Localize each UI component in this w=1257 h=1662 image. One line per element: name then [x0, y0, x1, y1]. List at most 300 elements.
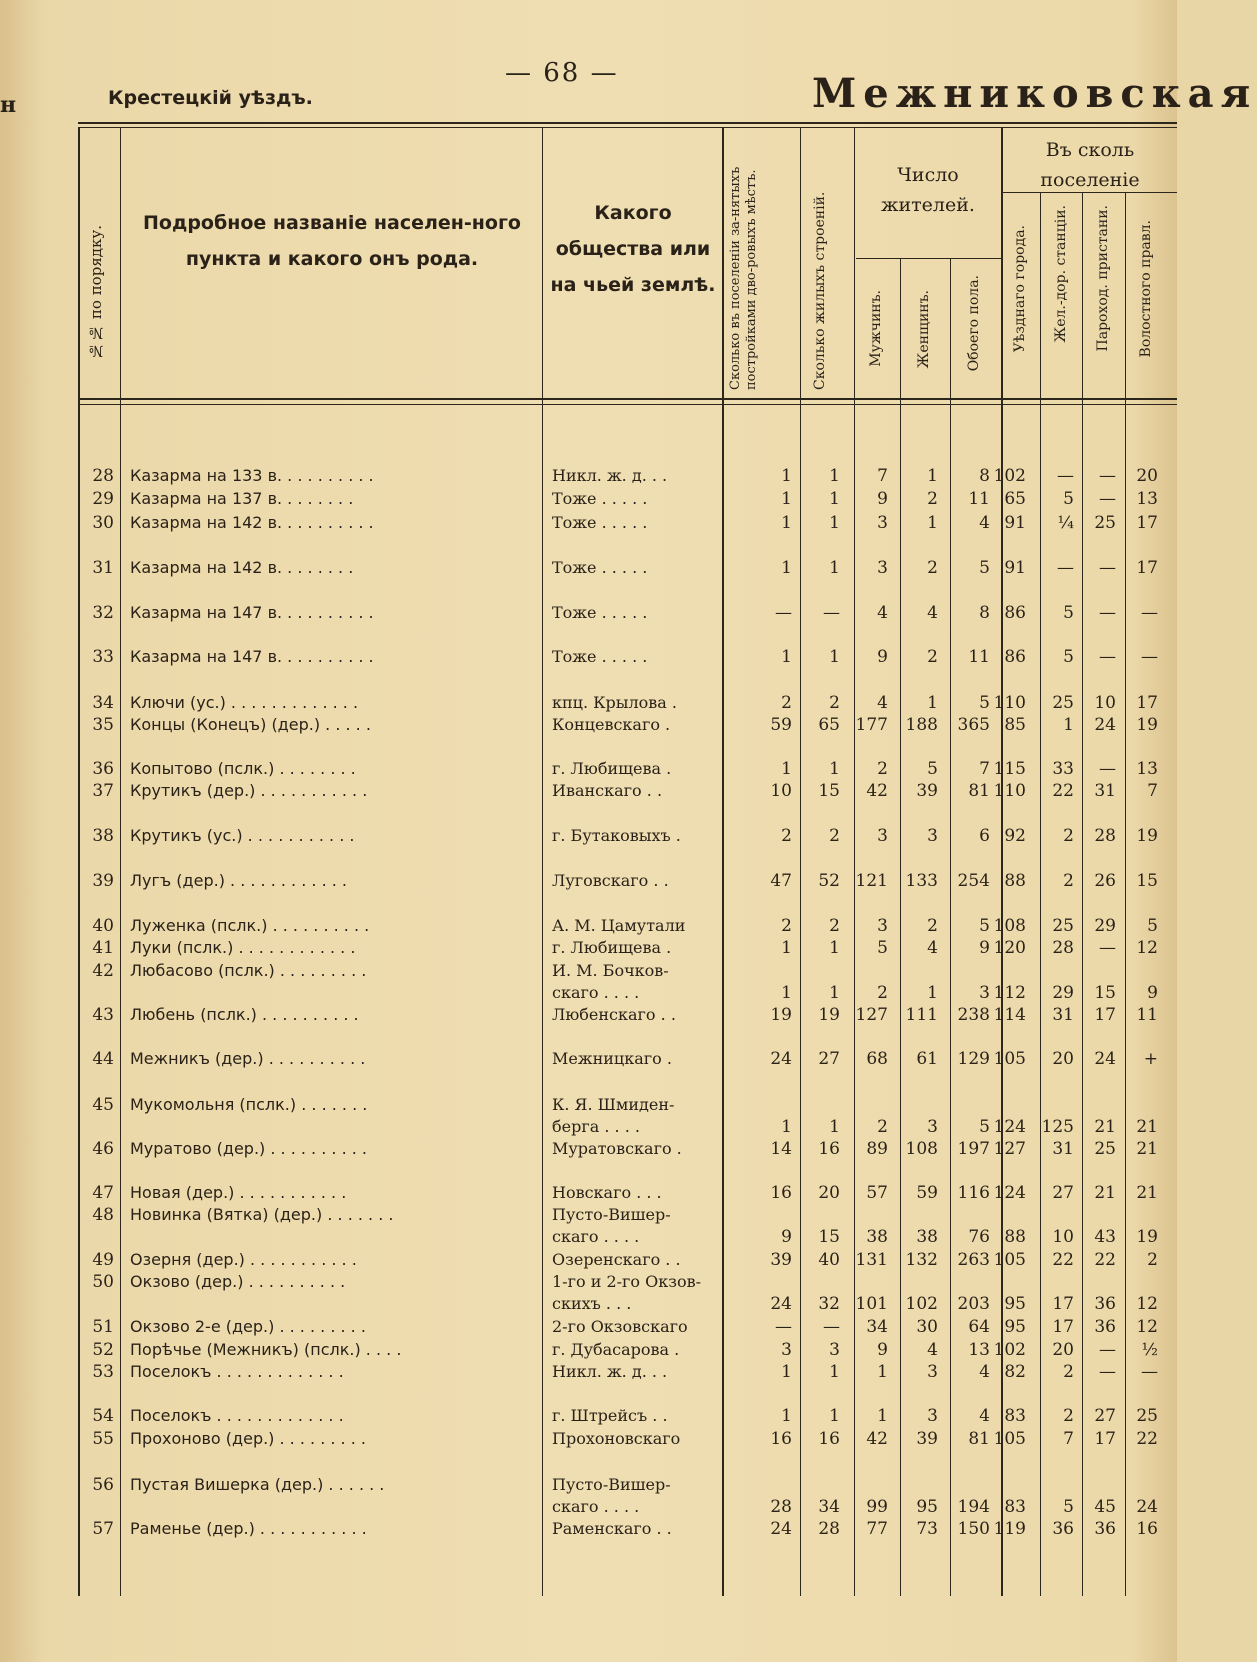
total-value: 11	[968, 647, 990, 667]
distance-pier-value: —	[1099, 489, 1116, 509]
settlement-name: Лугъ (дер.) . . . . . . . . . . . .	[130, 871, 347, 890]
men-value: 177	[855, 715, 888, 735]
society-name: кпц. Крылова .	[552, 693, 677, 712]
settlement-name: Казарма на 147 в. . . . . . . . . .	[130, 603, 374, 622]
distance-volost-value: 24	[1136, 1497, 1158, 1517]
buildings-value: 27	[818, 1049, 840, 1069]
buildings-value: 2	[829, 693, 840, 713]
total-value: 5	[979, 558, 990, 578]
distance-town-value: 127	[993, 1139, 1026, 1159]
table-row	[0, 1339, 1177, 1361]
households-value: 2	[781, 693, 792, 713]
women-value: 5	[927, 759, 938, 779]
row-number: 48	[92, 1205, 114, 1225]
header-bottom-rule	[78, 398, 1177, 400]
distance-station-value: 36	[1052, 1519, 1074, 1539]
men-value: 3	[877, 826, 888, 846]
households-value: 1	[781, 647, 792, 667]
total-value: 81	[968, 781, 990, 801]
table-row	[0, 1361, 1177, 1383]
distance-pier-value: 10	[1094, 693, 1116, 713]
households-value: 14	[770, 1139, 792, 1159]
total-value: 76	[968, 1227, 990, 1247]
distance-volost-value: 12	[1136, 1317, 1158, 1337]
society-name: г. Любищева .	[552, 938, 672, 957]
col-rule-station	[1082, 192, 1083, 1596]
households-value: 3	[781, 1340, 792, 1360]
distance-station-value: 1	[1063, 715, 1074, 735]
women-value: 133	[905, 871, 938, 891]
distance-town-value: 95	[1004, 1294, 1026, 1314]
distance-town-value: 119	[993, 1519, 1026, 1539]
row-number: 29	[92, 489, 114, 509]
total-value: 4	[979, 1362, 990, 1382]
row-number: 42	[92, 961, 114, 981]
settlement-name: Любень (пслк.) . . . . . . . . . .	[130, 1005, 359, 1024]
buildings-value: 1	[829, 1406, 840, 1426]
settlement-name: Любасово (пслк.) . . . . . . . . .	[130, 961, 367, 980]
distance-town-value: 65	[1004, 489, 1026, 509]
men-value: 4	[877, 693, 888, 713]
col-rule-pier	[1125, 192, 1126, 1596]
society-name: г. Дубасарова .	[552, 1340, 680, 1359]
distance-volost-value: 22	[1136, 1429, 1158, 1449]
buildings-value: 20	[818, 1183, 840, 1203]
society-name: берга . . . .	[552, 1117, 640, 1136]
households-value: 10	[770, 781, 792, 801]
distance-town-value: 83	[1004, 1497, 1026, 1517]
top-rule	[78, 122, 1177, 124]
households-value: 39	[770, 1250, 792, 1270]
distance-station-value: 7	[1063, 1429, 1074, 1449]
col-header-dist-town: Уѣзднаго города.	[1012, 225, 1028, 353]
society-name: скаго . . . .	[552, 1227, 640, 1246]
distance-town-value: 91	[1004, 558, 1026, 578]
distance-pier-value: —	[1099, 938, 1116, 958]
buildings-value: 1	[829, 647, 840, 667]
table-row	[0, 982, 1177, 1004]
distance-town-value: 83	[1004, 1406, 1026, 1426]
distance-station-value: ¼	[1057, 513, 1074, 533]
society-name: А. М. Цамутали	[552, 916, 686, 935]
settlement-name: Луженка (пслк.) . . . . . . . . . .	[130, 916, 370, 935]
distance-pier-value: 26	[1094, 871, 1116, 891]
table-row	[0, 1496, 1177, 1518]
distance-station-value: 2	[1063, 1406, 1074, 1426]
distance-pier-value: 31	[1094, 781, 1116, 801]
society-name: Пусто-Вишер-	[552, 1475, 671, 1494]
table-row	[0, 1293, 1177, 1315]
women-value: 39	[916, 781, 938, 801]
women-value: 102	[905, 1294, 938, 1314]
row-number: 45	[92, 1095, 114, 1115]
table-row	[0, 780, 1177, 802]
distance-pier-value: 28	[1094, 826, 1116, 846]
households-value: 1	[781, 759, 792, 779]
distance-volost-value: 20	[1136, 466, 1158, 486]
buildings-value: 1	[829, 983, 840, 1003]
distance-station-value: 28	[1052, 938, 1074, 958]
distance-volost-value: 12	[1136, 938, 1158, 958]
total-value: 203	[957, 1294, 990, 1314]
buildings-value: 34	[818, 1497, 840, 1517]
distance-pier-value: 25	[1094, 513, 1116, 533]
table-row	[0, 512, 1177, 534]
total-value: 194	[957, 1497, 990, 1517]
men-value: 5	[877, 938, 888, 958]
men-value: 2	[877, 759, 888, 779]
society-name: 1-го и 2-го Окзов-	[552, 1272, 702, 1291]
households-value: 24	[770, 1294, 792, 1314]
settlement-name: Крутикъ (ус.) . . . . . . . . . . .	[130, 826, 355, 845]
distance-pier-value: 24	[1094, 715, 1116, 735]
distance-town-value: 110	[993, 693, 1026, 713]
settlement-name: Копытово (пслк.) . . . . . . . .	[130, 759, 356, 778]
total-value: 64	[968, 1317, 990, 1337]
distance-town-value: 88	[1004, 1227, 1026, 1247]
buildings-value: 15	[818, 1227, 840, 1247]
men-value: 101	[855, 1294, 888, 1314]
women-value: 39	[916, 1429, 938, 1449]
distance-volost-value: 21	[1136, 1139, 1158, 1159]
table-row	[0, 1271, 1177, 1293]
distance-station-value: 17	[1052, 1317, 1074, 1337]
settlement-name: Казарма на 147 в. . . . . . . . . .	[130, 647, 374, 666]
col-header-name: Подробное названiе населен-ного пункта и какого онъ рода.	[143, 212, 521, 270]
residents-group-rule	[856, 258, 1001, 259]
distance-station-value: 10	[1052, 1227, 1074, 1247]
row-number: 35	[92, 715, 114, 735]
settlement-name: Казарма на 142 в. . . . . . . . . .	[130, 513, 374, 532]
buildings-value: 1	[829, 489, 840, 509]
buildings-value: 52	[818, 871, 840, 891]
page-number: — 68 —	[505, 58, 619, 88]
table-row	[0, 825, 1177, 847]
distance-volost-value: 25	[1136, 1406, 1158, 1426]
distance-town-value: 112	[993, 983, 1026, 1003]
buildings-value: 1	[829, 938, 840, 958]
buildings-value: 32	[818, 1294, 840, 1314]
col-header-dist-station: Жел.-дор. станцiи.	[1053, 205, 1069, 343]
distance-town-value: 86	[1004, 647, 1026, 667]
buildings-value: 65	[818, 715, 840, 735]
women-value: 3	[927, 826, 938, 846]
society-name: Озеренскаго . .	[552, 1250, 681, 1269]
table-row	[0, 692, 1177, 714]
row-number: 47	[92, 1183, 114, 1203]
distance-volost-value: 11	[1136, 1005, 1158, 1025]
distance-town-value: 92	[1004, 826, 1026, 846]
region-title: Межниковская	[812, 70, 1257, 117]
men-value: 38	[866, 1227, 888, 1247]
distance-pier-value: 36	[1094, 1519, 1116, 1539]
row-number: 38	[92, 826, 114, 846]
women-value: 2	[927, 489, 938, 509]
col-header-society: Какого общества или на чьей землѣ.	[550, 202, 716, 296]
total-value: 254	[957, 871, 990, 891]
women-value: 73	[916, 1519, 938, 1539]
distance-pier-value: —	[1099, 759, 1116, 779]
distance-town-value: 88	[1004, 871, 1026, 891]
distance-town-value: 102	[993, 466, 1026, 486]
row-number: 49	[92, 1250, 114, 1270]
society-name: г. Любищева .	[552, 759, 672, 778]
table-row	[0, 870, 1177, 892]
distance-volost-value: +	[1143, 1049, 1158, 1069]
distance-station-value: 20	[1052, 1340, 1074, 1360]
distance-pier-value: —	[1099, 1362, 1116, 1382]
buildings-value: 1	[829, 759, 840, 779]
settlement-name: Поселокъ . . . . . . . . . . . . .	[130, 1406, 344, 1425]
settlement-name: Казарма на 133 в. . . . . . . . . .	[130, 466, 374, 485]
women-value: 4	[927, 603, 938, 623]
distance-volost-value: 17	[1136, 558, 1158, 578]
men-value: 77	[866, 1519, 888, 1539]
buildings-value: 1	[829, 558, 840, 578]
header-bottom-rule-2	[78, 404, 1177, 405]
row-number: 30	[92, 513, 114, 533]
distance-volost-value: 2	[1147, 1250, 1158, 1270]
men-value: 1	[877, 1406, 888, 1426]
men-value: 99	[866, 1497, 888, 1517]
men-value: 131	[855, 1250, 888, 1270]
distance-station-value: 5	[1063, 603, 1074, 623]
settlement-name: Казарма на 137 в. . . . . . . .	[130, 489, 354, 508]
buildings-value: —	[823, 603, 840, 623]
total-value: 4	[979, 513, 990, 533]
distance-volost-value: 16	[1136, 1519, 1158, 1539]
distance-pier-value: 21	[1094, 1183, 1116, 1203]
distance-pier-value: 25	[1094, 1139, 1116, 1159]
settlement-name: Раменье (дер.) . . . . . . . . . . .	[130, 1519, 367, 1538]
row-number: 28	[92, 466, 114, 486]
society-name: Иванскаго . .	[552, 781, 663, 800]
women-value: 2	[927, 558, 938, 578]
distance-pier-value: —	[1099, 603, 1116, 623]
table-row	[0, 1226, 1177, 1248]
buildings-value: 2	[829, 826, 840, 846]
buildings-value: 19	[818, 1005, 840, 1025]
distance-town-value: 124	[993, 1117, 1026, 1137]
society-name: Любенскаго . .	[552, 1005, 676, 1024]
distance-volost-value: 7	[1147, 781, 1158, 801]
settlement-name: Концы (Конецъ) (дер.) . . . . .	[130, 715, 371, 734]
households-value: 24	[770, 1049, 792, 1069]
total-value: 81	[968, 1429, 990, 1449]
men-value: 7	[877, 466, 888, 486]
col-header-num: №№ по порядку.	[87, 225, 105, 360]
table-row	[0, 557, 1177, 579]
distance-volost-value: 19	[1136, 1227, 1158, 1247]
row-number: 56	[92, 1475, 114, 1495]
col-header-households: Сколько въ поселенiи за-нятыхъ постройками дво-ровыхъ мѣстъ.	[728, 166, 759, 390]
distance-town-value: 105	[993, 1429, 1026, 1449]
total-value: 6	[979, 826, 990, 846]
row-number: 31	[92, 558, 114, 578]
distance-pier-value: 36	[1094, 1294, 1116, 1314]
settlement-name: Окзово 2-е (дер.) . . . . . . . . .	[130, 1317, 366, 1336]
distance-station-value: 25	[1052, 693, 1074, 713]
distance-pier-value: 43	[1094, 1227, 1116, 1247]
row-number: 34	[92, 693, 114, 713]
total-value: 5	[979, 916, 990, 936]
distance-station-value: 33	[1052, 759, 1074, 779]
distance-pier-value: 29	[1094, 916, 1116, 936]
table-row	[0, 646, 1177, 668]
buildings-value: 28	[818, 1519, 840, 1539]
distance-pier-value: —	[1099, 1340, 1116, 1360]
society-name: скаго . . . .	[552, 1497, 640, 1516]
distance-town-value: 95	[1004, 1317, 1026, 1337]
total-value: 11	[968, 489, 990, 509]
distance-pier-value: 17	[1094, 1429, 1116, 1449]
households-value: 1	[781, 1362, 792, 1382]
women-value: 132	[905, 1250, 938, 1270]
men-value: 3	[877, 916, 888, 936]
table-row	[0, 1405, 1177, 1427]
buildings-value: 40	[818, 1250, 840, 1270]
row-number: 40	[92, 916, 114, 936]
men-value: 42	[866, 781, 888, 801]
society-name: Межницкаго .	[552, 1049, 672, 1068]
distance-pier-value: 24	[1094, 1049, 1116, 1069]
distance-volost-value: —	[1141, 647, 1158, 667]
col-header-buildings: Сколько жилыхъ строенiй.	[812, 191, 828, 390]
distance-station-value: 31	[1052, 1139, 1074, 1159]
table-row	[0, 1316, 1177, 1338]
settlement-name: Луки (пслк.) . . . . . . . . . . . .	[130, 938, 356, 957]
settlement-name: Озерня (дер.) . . . . . . . . . . .	[130, 1250, 357, 1269]
table-row	[0, 1249, 1177, 1271]
households-value: 1	[781, 938, 792, 958]
women-value: 1	[927, 693, 938, 713]
distance-town-value: 110	[993, 781, 1026, 801]
settlement-name: Поселокъ . . . . . . . . . . . . .	[130, 1362, 344, 1381]
total-value: 116	[957, 1183, 990, 1203]
women-value: 1	[927, 466, 938, 486]
total-value: 5	[979, 1117, 990, 1137]
women-value: 38	[916, 1227, 938, 1247]
distance-volost-value: 21	[1136, 1117, 1158, 1137]
society-name: Тоже . . . . .	[552, 489, 648, 508]
men-value: 68	[866, 1049, 888, 1069]
table-row	[0, 465, 1177, 487]
distance-station-value: 31	[1052, 1005, 1074, 1025]
buildings-value: 16	[818, 1429, 840, 1449]
total-value: 365	[957, 715, 990, 735]
households-value: 2	[781, 826, 792, 846]
women-value: 4	[927, 938, 938, 958]
settlement-name: Новая (дер.) . . . . . . . . . . .	[130, 1183, 347, 1202]
settlement-name: Новинка (Вятка) (дер.) . . . . . . .	[130, 1205, 394, 1224]
settlement-name: Пустая Вишерка (дер.) . . . . . .	[130, 1475, 385, 1494]
col-header-distance: Въ сколь поселенiе	[1040, 139, 1140, 191]
table-row	[0, 1138, 1177, 1160]
buildings-value: 1	[829, 513, 840, 533]
households-value: 19	[770, 1005, 792, 1025]
settlement-name: Крутикъ (дер.) . . . . . . . . . . .	[130, 781, 368, 800]
table-row	[0, 1518, 1177, 1540]
distance-station-value: 22	[1052, 781, 1074, 801]
total-value: 8	[979, 603, 990, 623]
total-value: 197	[957, 1139, 990, 1159]
households-value: 1	[781, 489, 792, 509]
distance-station-value: 20	[1052, 1049, 1074, 1069]
table-row	[0, 714, 1177, 736]
distance-volost-value: ½	[1141, 1340, 1158, 1360]
row-number: 44	[92, 1049, 114, 1069]
settlement-name: Окзово (дер.) . . . . . . . . . .	[130, 1272, 346, 1291]
distance-station-value: 29	[1052, 983, 1074, 1003]
buildings-value: 15	[818, 781, 840, 801]
society-name: И. М. Бочков-	[552, 961, 669, 980]
distance-town-value: 105	[993, 1250, 1026, 1270]
distance-station-value: 125	[1041, 1117, 1074, 1137]
society-name: Пусто-Вишер-	[552, 1205, 671, 1224]
households-value: 59	[770, 715, 792, 735]
row-number: 32	[92, 603, 114, 623]
households-value: —	[775, 1317, 792, 1337]
distance-town-value: 91	[1004, 513, 1026, 533]
women-value: 2	[927, 916, 938, 936]
table-row	[0, 1428, 1177, 1450]
settlement-name: Мукомольня (пслк.) . . . . . . .	[130, 1095, 368, 1114]
buildings-value: 1	[829, 1362, 840, 1382]
distance-station-value: 5	[1063, 1497, 1074, 1517]
distance-station-value: 2	[1063, 1362, 1074, 1382]
total-value: 129	[957, 1049, 990, 1069]
col-header-residents: Число жителей.	[881, 164, 975, 216]
distance-volost-value: 15	[1136, 871, 1158, 891]
society-name: скихъ . . .	[552, 1294, 632, 1313]
women-value: 61	[916, 1049, 938, 1069]
distance-station-value: —	[1057, 558, 1074, 578]
buildings-value: 16	[818, 1139, 840, 1159]
society-name: Прохоновскаго	[552, 1429, 681, 1448]
total-value: 5	[979, 693, 990, 713]
distance-pier-value: 36	[1094, 1317, 1116, 1337]
distance-pier-value: —	[1099, 647, 1116, 667]
distance-station-value: 17	[1052, 1294, 1074, 1314]
distance-town-value: 102	[993, 1340, 1026, 1360]
men-value: 3	[877, 558, 888, 578]
households-value: 1	[781, 1117, 792, 1137]
distance-volost-value: 5	[1147, 916, 1158, 936]
distance-town-value: 124	[993, 1183, 1026, 1203]
households-value: —	[775, 603, 792, 623]
buildings-value: 1	[829, 466, 840, 486]
distance-town-value: 108	[993, 916, 1026, 936]
distance-town-value: 105	[993, 1049, 1026, 1069]
total-value: 7	[979, 759, 990, 779]
society-name: Тоже . . . . .	[552, 603, 648, 622]
total-value: 9	[979, 938, 990, 958]
total-value: 150	[957, 1519, 990, 1539]
distance-station-value: 2	[1063, 871, 1074, 891]
distance-volost-value: —	[1141, 1362, 1158, 1382]
men-value: 127	[855, 1005, 888, 1025]
men-value: 9	[877, 489, 888, 509]
distance-pier-value: 27	[1094, 1406, 1116, 1426]
row-number: 52	[92, 1340, 114, 1360]
society-name: Тоже . . . . .	[552, 513, 648, 532]
row-number: 50	[92, 1272, 114, 1292]
men-value: 2	[877, 983, 888, 1003]
distance-volost-value: 19	[1136, 826, 1158, 846]
households-value: 1	[781, 558, 792, 578]
buildings-value: 1	[829, 1117, 840, 1137]
distance-station-value: 22	[1052, 1250, 1074, 1270]
